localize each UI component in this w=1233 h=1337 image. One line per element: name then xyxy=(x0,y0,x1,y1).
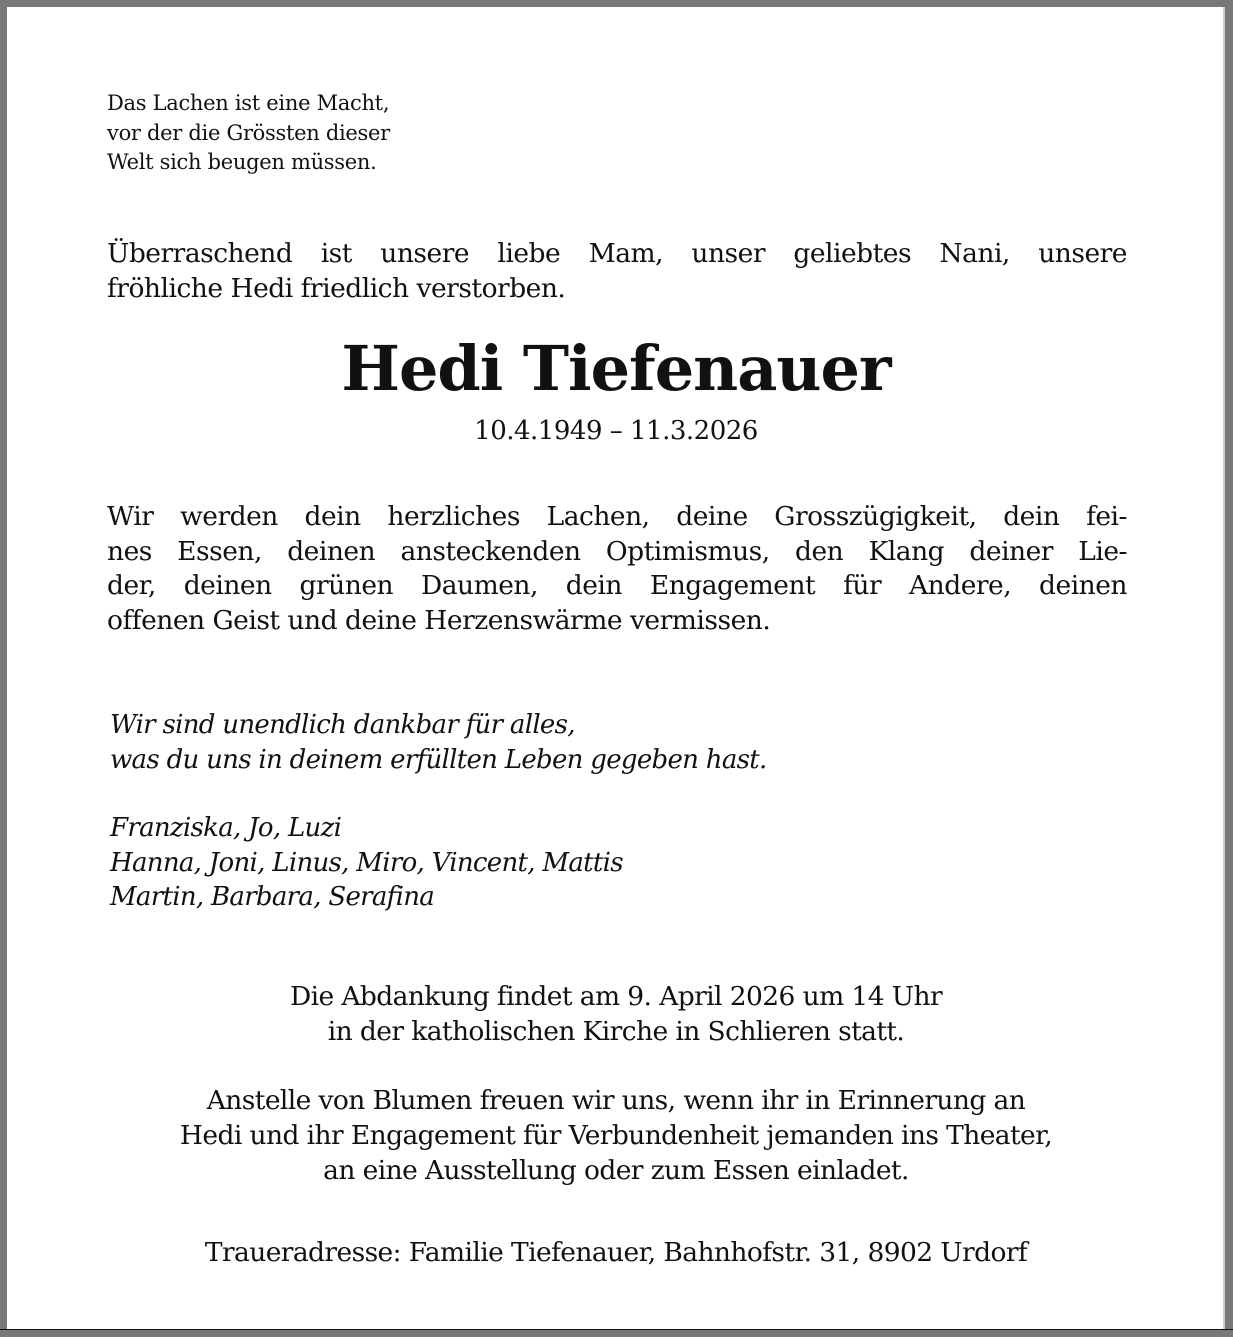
family-line: Hanna, Joni, Linus, Miro, Vincent, Mattis xyxy=(110,847,623,878)
memory-line: der, deinen grünen Daumen, dein Engagement für Andere, deinen xyxy=(107,570,1127,601)
obituary-page xyxy=(7,7,1225,1329)
flowers-line: Anstelle von Blumen freuen wir uns, wenn ihr in Erinnerung an xyxy=(206,1085,1026,1116)
funeral-service-info xyxy=(7,979,1225,1049)
service-line: in der katholischen Kirche in Schlieren statt. xyxy=(327,1016,905,1047)
life-dates: 10.4.1949 – 11.3.2026 xyxy=(474,416,758,446)
intro-paragraph xyxy=(107,236,1127,306)
thanks-note xyxy=(110,708,767,777)
service-line: Die Abdankung findet am 9. April 2026 um 14 Uhr xyxy=(289,981,943,1012)
family-line: Franziska, Jo, Luzi xyxy=(110,813,342,843)
memory-line: offenen Geist und deine Herzenswärme vermissen. xyxy=(107,604,771,636)
motto-line: vor der die Grössten dieser xyxy=(107,120,390,145)
motto-line: Das Lachen ist eine Macht, xyxy=(107,91,390,115)
motto-quote xyxy=(107,89,390,178)
motto-line: Welt sich beugen müssen. xyxy=(107,150,377,174)
intro-line: fröhliche Hedi friedlich verstorben. xyxy=(107,273,566,304)
memory-line: Wir werden dein herzliches Lachen, deine Grosszügigkeit, dein fei- xyxy=(107,501,1127,532)
thanks-line: Wir sind unendlich dankbar für alles, xyxy=(110,710,575,740)
deceased-name: Hedi Tiefenauer xyxy=(341,332,891,405)
family-signatures xyxy=(110,811,623,915)
memory-line: nes Essen, deinen ansteckenden Optimismus, den Klang deiner Lie- xyxy=(107,535,1127,567)
flowers-line: an eine Ausstellung oder zum Essen einladet. xyxy=(323,1155,909,1186)
intro-line: Überraschend ist unsere liebe Mam, unser geliebtes Nani, unsere xyxy=(107,238,1127,269)
page-edge-line xyxy=(0,1329,1233,1330)
family-line: Martin, Barbara, Serafina xyxy=(110,882,435,912)
flowers-line: Hedi und ihr Engagement für Verbundenheit jemanden ins Theater, xyxy=(179,1120,1053,1151)
flowers-request xyxy=(7,1083,1225,1188)
mourning-address: Traueradresse: Familie Tiefenauer, Bahnhofstr. 31, 8902 Urdorf xyxy=(204,1237,1028,1268)
thanks-line: was du uns in deinem erfüllten Leben gegeben hast. xyxy=(110,744,767,775)
memory-paragraph xyxy=(107,500,1127,638)
